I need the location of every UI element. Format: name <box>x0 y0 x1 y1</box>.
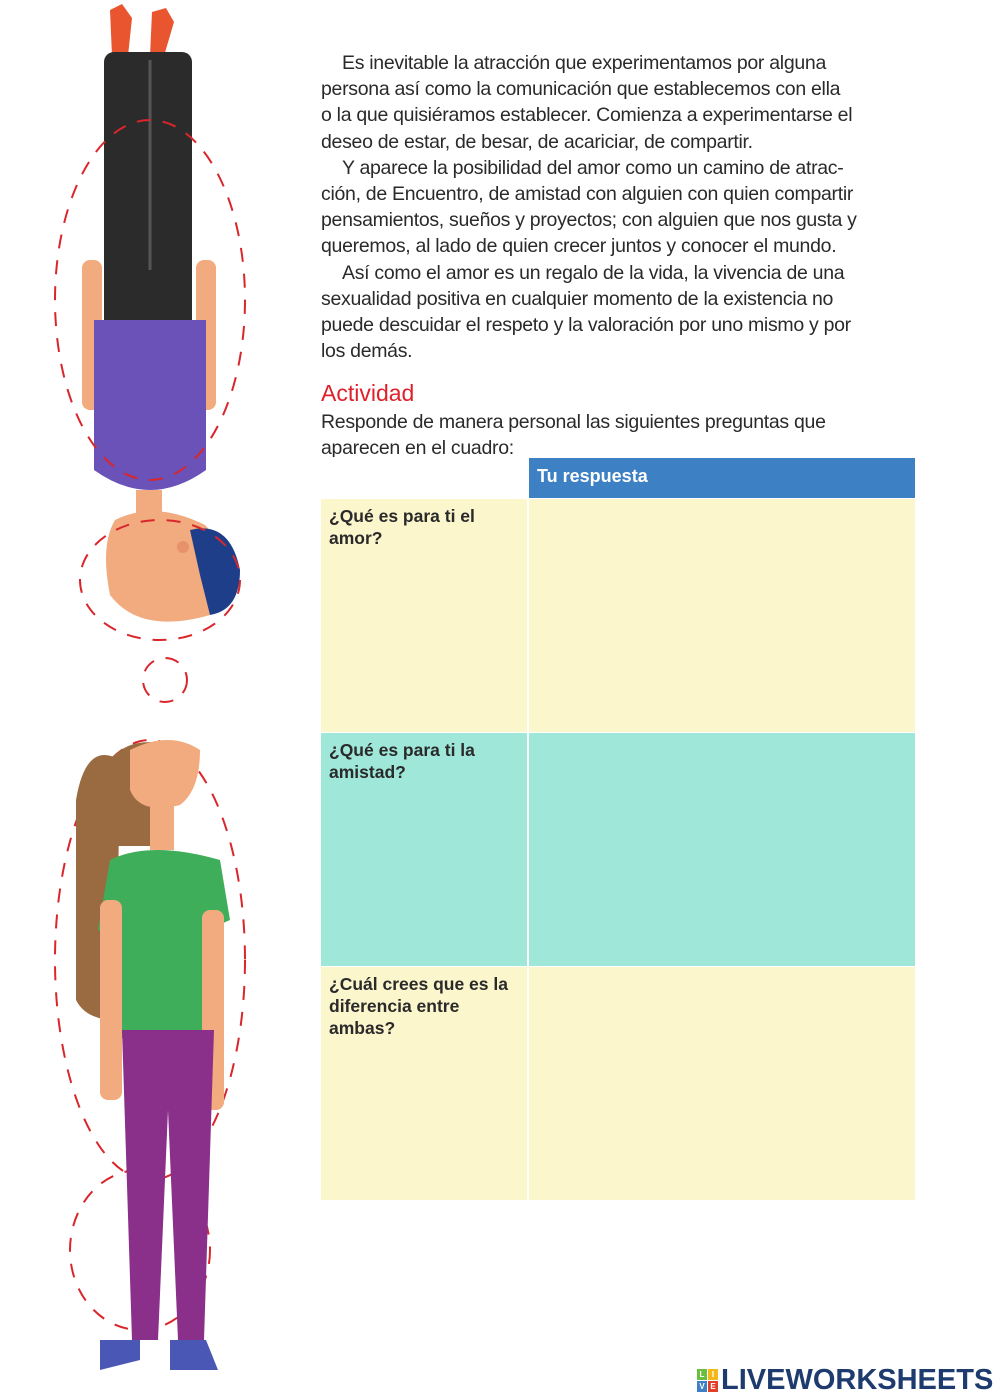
text-line: los demás. <box>321 340 413 363</box>
answer-amor-input[interactable] <box>529 499 915 727</box>
logo-block: L <box>697 1369 707 1380</box>
instruction-line: Responde de manera personal las siguientes preguntas que <box>321 411 826 433</box>
text-line: Y aparece la posibilidad del amor como un camino de atrac- <box>342 156 844 179</box>
logo-block: I <box>708 1369 718 1380</box>
text-line: sexualidad positiva en cualquier momento de la existencia no <box>321 287 834 310</box>
answer-diferencia-input[interactable] <box>529 967 915 1195</box>
activity-heading: Actividad <box>321 380 415 406</box>
table-row <box>321 499 915 733</box>
boy-figure <box>82 4 240 622</box>
liveworksheets-logo <box>697 1364 993 1397</box>
text-line: o la que quisiéramos establecer. Comienza a experimentarse el <box>321 104 853 127</box>
text-line: ción, de Encuentro, de amistad con alguien con quien compartir <box>321 183 854 206</box>
text-line: Así como el amor es un regalo de la vida, la vivencia de una <box>342 261 845 284</box>
answer-amistad-input[interactable] <box>529 733 915 961</box>
logo-block: E <box>708 1381 718 1392</box>
table-row <box>321 967 915 1201</box>
header-tu-respuesta: Tu respuesta <box>528 458 915 499</box>
girl-figure <box>76 740 230 1370</box>
answer-cell <box>528 733 915 967</box>
text-line: queremos, al lado de quien crecer juntos y conocer el mundo. <box>321 235 837 258</box>
answer-cell <box>528 967 915 1201</box>
logo-block: V <box>697 1381 707 1392</box>
text-line: persona así como la comunicación que establecemos con ella <box>321 78 841 101</box>
logo-text: LIVEWORKSHEETS <box>721 1364 994 1396</box>
question-amistad: ¿Qué es para ti la amistad? <box>321 733 528 967</box>
table-header-row <box>321 458 915 499</box>
logo-blocks-icon <box>697 1369 718 1392</box>
instruction-line: aparecen en el cuadro: <box>321 437 514 457</box>
intro-text <box>321 50 931 364</box>
table-row <box>321 733 915 967</box>
question-amor: ¿Qué es para ti el amor? <box>321 499 528 733</box>
header-blank-cell <box>321 458 528 499</box>
text-line: puede descuidar el respeto y la valoración por uno mismo y por <box>321 314 851 337</box>
question-diferencia: ¿Cuál crees que es la diferencia entre ambas? <box>321 967 528 1201</box>
answer-table <box>321 458 915 1200</box>
answer-cell <box>528 499 915 733</box>
text-line: deseo de estar, de besar, de acariciar, de compartir. <box>321 130 753 153</box>
activity-instructions <box>321 409 931 457</box>
illustration-two-people <box>40 0 280 1399</box>
paragraph-2 <box>321 155 931 260</box>
text-line: Es inevitable la atracción que experimentamos por alguna <box>342 52 826 74</box>
paragraph-1 <box>321 50 931 155</box>
paragraph-3 <box>321 260 931 365</box>
text-line: pensamientos, sueños y proyectos; con alguien que nos gusta y <box>321 209 857 232</box>
